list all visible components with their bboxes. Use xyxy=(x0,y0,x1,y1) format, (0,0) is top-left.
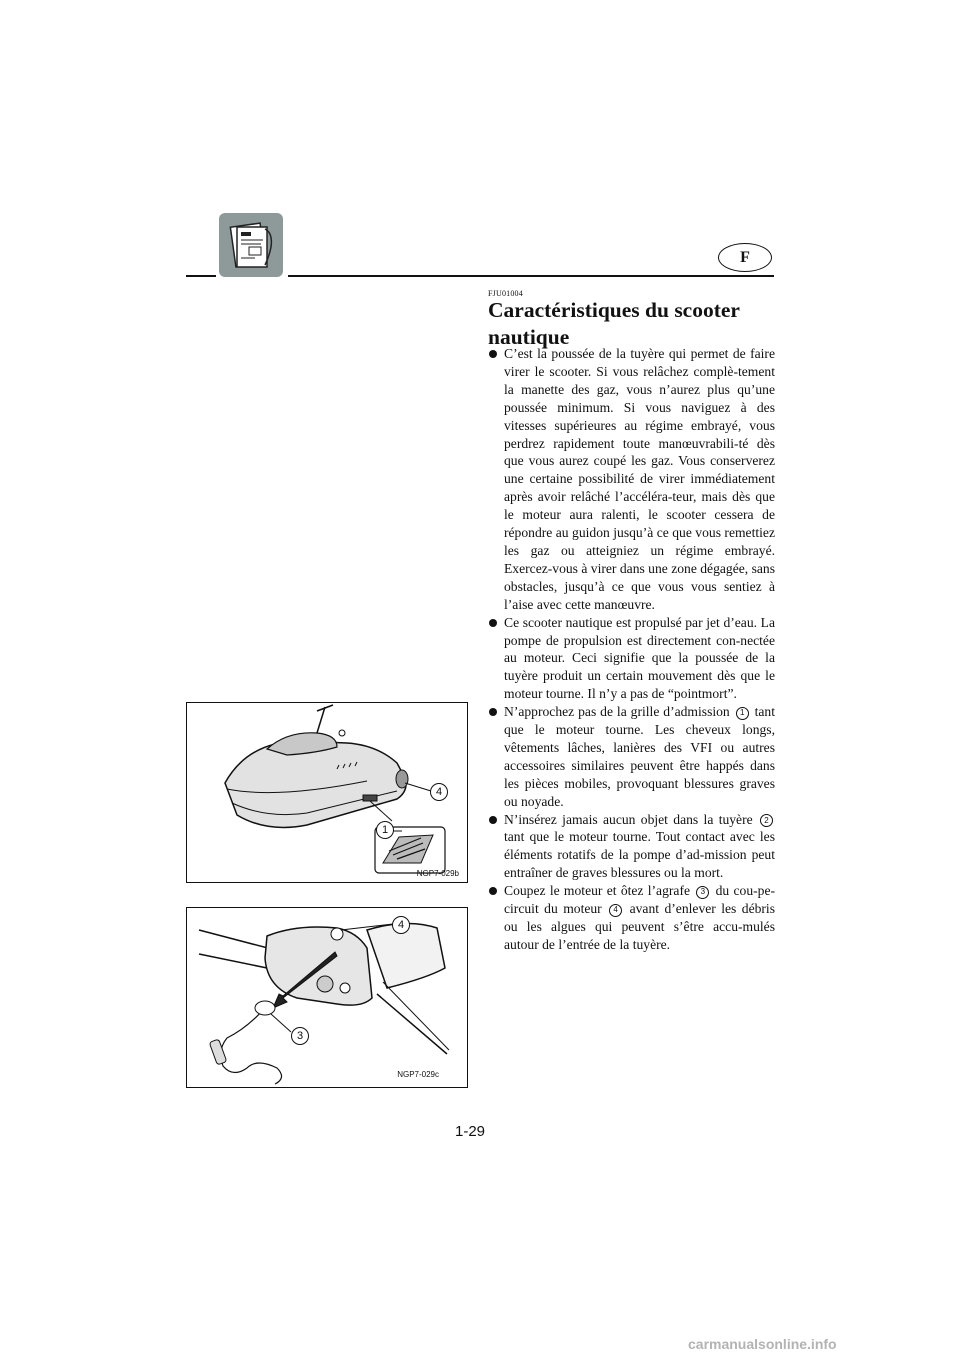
bullet-text: N’insérez jamais aucun objet dans la tuyère xyxy=(504,811,758,827)
figure-code: NGP7-029b xyxy=(416,869,459,878)
section-code: FJU01004 xyxy=(488,289,523,298)
header-rule-left xyxy=(186,275,216,277)
bullet-text: tant que le moteur tourne. Les cheveux longs, vêtements lâches, lanières des VFI ou autres accessoires similaires peuvent être happés dans les pièces mobiles, provoquant blessures graves ou noyade. xyxy=(504,704,775,809)
bullet-dot-icon xyxy=(489,887,497,895)
page-number: 1-29 xyxy=(455,1123,486,1140)
callout-1: 1 xyxy=(376,821,394,839)
callout-2: 4 xyxy=(430,783,448,801)
inline-callout-number: 1 xyxy=(736,707,749,720)
bullet-text: N’approchez pas de la grille d’admission xyxy=(504,704,734,720)
bullet-dot-icon xyxy=(489,816,497,824)
callout-4: 4 xyxy=(392,916,410,934)
callout-3: 3 xyxy=(291,1027,309,1045)
bullet-item xyxy=(489,614,775,704)
figure-code: NGP7-029c xyxy=(397,1070,439,1079)
language-badge: F xyxy=(718,243,772,272)
bullet-list xyxy=(489,345,775,954)
bullet-text: avant d’enlever les débris ou les algues qui peuvent s’être accu-mulés autour de l’entrée de la tuyère. xyxy=(504,901,776,952)
inline-callout-number: 2 xyxy=(760,814,773,827)
watermark: carmanualsonline.info xyxy=(688,1336,837,1352)
bullet-dot-icon xyxy=(489,619,497,627)
bullet-item xyxy=(489,345,775,614)
manual-book-icon xyxy=(219,213,283,277)
bullet-item xyxy=(489,703,775,810)
inline-callout-number: 4 xyxy=(609,904,622,917)
header-rule-right xyxy=(288,275,774,277)
bullet-text: du cou-pe-circuit du moteur xyxy=(504,883,776,917)
bullet-text: Coupez le moteur et ôtez l’agrafe xyxy=(504,883,695,899)
bullet-text: Ce scooter nautique est propulsé par jet d’eau. La pompe de propulsion est directement con-nectée au moteur. Ceci signifie que la poussée de la tuyère produit un certain mouvement dès que le moteur tourne. Il n’y a pas de “pointmort”. xyxy=(504,614,775,702)
bullet-text: tant que le moteur tourne. Tout contact avec les éléments rotatifs de la pompe d’ad-mission peut entraîner de graves blessures ou la mort. xyxy=(504,829,775,881)
page-title: Caractéristiques du scooter nautique xyxy=(488,298,740,349)
bullet-item xyxy=(489,811,775,883)
inline-callout-number: 3 xyxy=(696,886,709,899)
bullet-dot-icon xyxy=(489,350,497,358)
figure-engine-shutoff-clip xyxy=(186,907,468,1088)
bullet-text: C’est la poussée de la tuyère qui permet de faire virer le scooter. Si vous relâchez complè-tement la manette des gaz, vous n’aurez plus qu’une poussée minimum. Si vous naviguez à des vitesses supérieures au régime embrayé, vous perdrez rapidement toute manœuvrabili-té dès que vous aurez coupé les gaz. Vous conserverez une certaine possibilité de virer immédiatement après avoir relâché l’accéléra-teur, mais dès que le moteur aura ralenti, le scooter cessera de répondre au guidon jusqu’à ce que vous remettiez les gaz ou atteigniez un régime embrayé. Exercez-vous à virer dans une zone dégagée, sans obstacles, jusqu’à ce que vous vous sentiez à l’aise avec cette manœuvre. xyxy=(504,346,775,612)
bullet-item xyxy=(489,882,775,954)
figure-jet-ski-intake xyxy=(186,702,468,883)
bullet-dot-icon xyxy=(489,708,497,716)
